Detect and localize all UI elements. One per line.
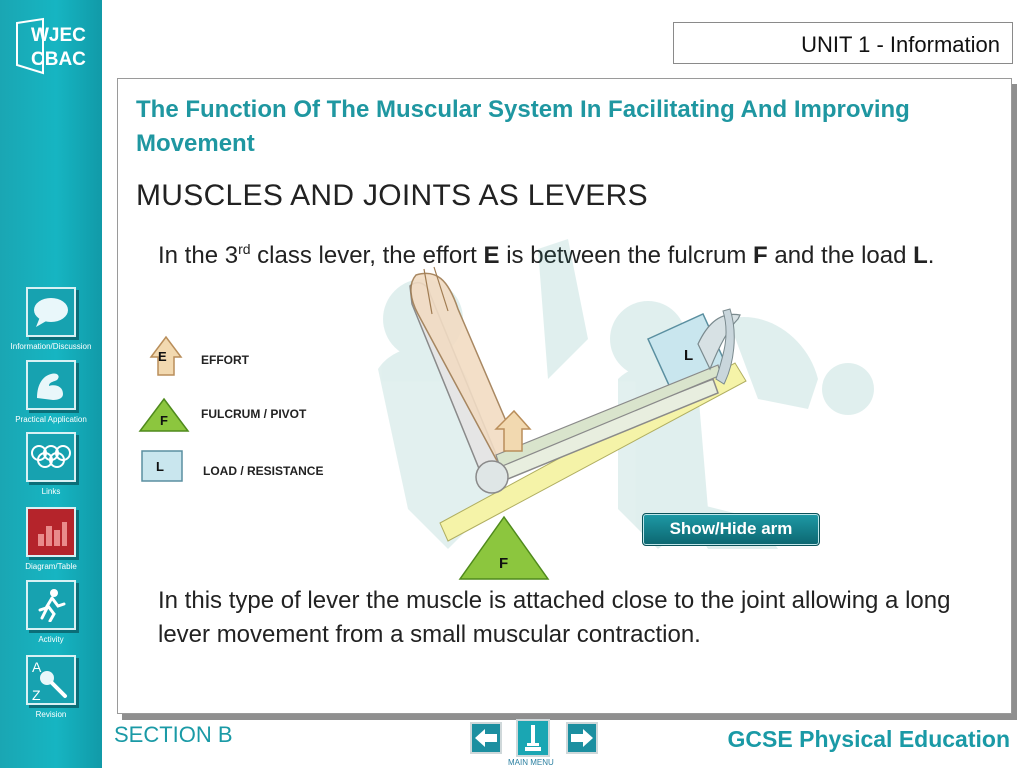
nav-label-information-discussion: Information/Discussion (10, 342, 92, 351)
content-panel (117, 78, 1012, 714)
main-menu-button[interactable] (516, 719, 550, 757)
logo-text-top: WJEC (31, 25, 86, 46)
intro-fulcrum-letter: F (753, 242, 768, 269)
show-hide-arm-button[interactable]: Show/Hide arm (642, 513, 820, 546)
diagram-fulcrum-letter: F (499, 555, 509, 572)
intro-part: and the load (767, 242, 914, 269)
section-label: SECTION B (114, 722, 233, 747)
olympic-rings-icon (26, 432, 76, 482)
nav-label-links: Links (41, 487, 61, 496)
nav-label-practical-application: Practical Application (15, 415, 87, 424)
revision-letter-z: Z (32, 687, 41, 702)
next-button[interactable] (566, 722, 598, 754)
arrow-left-icon (473, 727, 499, 749)
speech-bubble-icon (26, 287, 76, 337)
nav-label-diagram-table: Diagram/Table (25, 562, 77, 571)
nav-revision[interactable] (0, 655, 102, 719)
unit-title: UNIT 1 - Information (801, 32, 1000, 57)
legend-load-letter: L (156, 459, 164, 474)
statue-icon (522, 722, 544, 754)
summary-text: In this type of lever the muscle is attached close to the joint allowing a long lever movement from a small muscular contraction. (158, 587, 951, 648)
a-z-search-icon (26, 655, 76, 705)
bar-chart-icon (26, 507, 76, 557)
wjec-cbac-logo[interactable] (13, 17, 89, 77)
revision-letter-a: A (32, 659, 42, 675)
section-heading: MUSCLES AND JOINTS AS LEVERS (136, 179, 648, 212)
intro-effort-letter: E (483, 242, 500, 269)
elbow-joint (476, 461, 508, 493)
runner-icon (26, 580, 76, 630)
nav-activity[interactable] (0, 580, 102, 644)
nav-links[interactable] (0, 432, 102, 496)
logo-text-bottom: CBAC (31, 49, 86, 70)
legend-load-label: LOAD / RESISTANCE (203, 464, 324, 478)
page-title: The Function Of The Muscular System In Facilitating And Improving Movement (136, 96, 910, 157)
muscle-arm-icon (26, 360, 76, 410)
nav-label-activity: Activity (38, 635, 64, 644)
intro-part: is between the fulcrum (499, 242, 753, 269)
arrow-right-icon (569, 727, 595, 749)
intro-part: class lever, the effort (250, 242, 484, 269)
previous-button[interactable] (470, 722, 502, 754)
legend-fulcrum-label: FULCRUM / PIVOT (201, 407, 307, 421)
main-menu-label[interactable]: MAIN MENU (508, 758, 554, 767)
diagram-load-letter: L (684, 347, 694, 364)
unit-header-box (673, 22, 1013, 64)
intro-part: In the 3 (158, 242, 239, 269)
intro-load-letter: L (913, 242, 928, 269)
nav-information-discussion[interactable] (0, 287, 102, 351)
nav-diagram-table[interactable] (0, 507, 102, 571)
sidebar (0, 0, 102, 768)
course-label: GCSE Physical Education (727, 726, 1010, 752)
legend-effort-label: EFFORT (201, 353, 249, 367)
legend-fulcrum-letter: F (160, 413, 168, 428)
intro-superscript: rd (238, 241, 251, 257)
legend-effort-letter: E (158, 349, 167, 364)
nav-label-revision: Revision (35, 710, 67, 719)
intro-part: . (927, 242, 935, 269)
nav-practical-application[interactable] (0, 360, 102, 424)
